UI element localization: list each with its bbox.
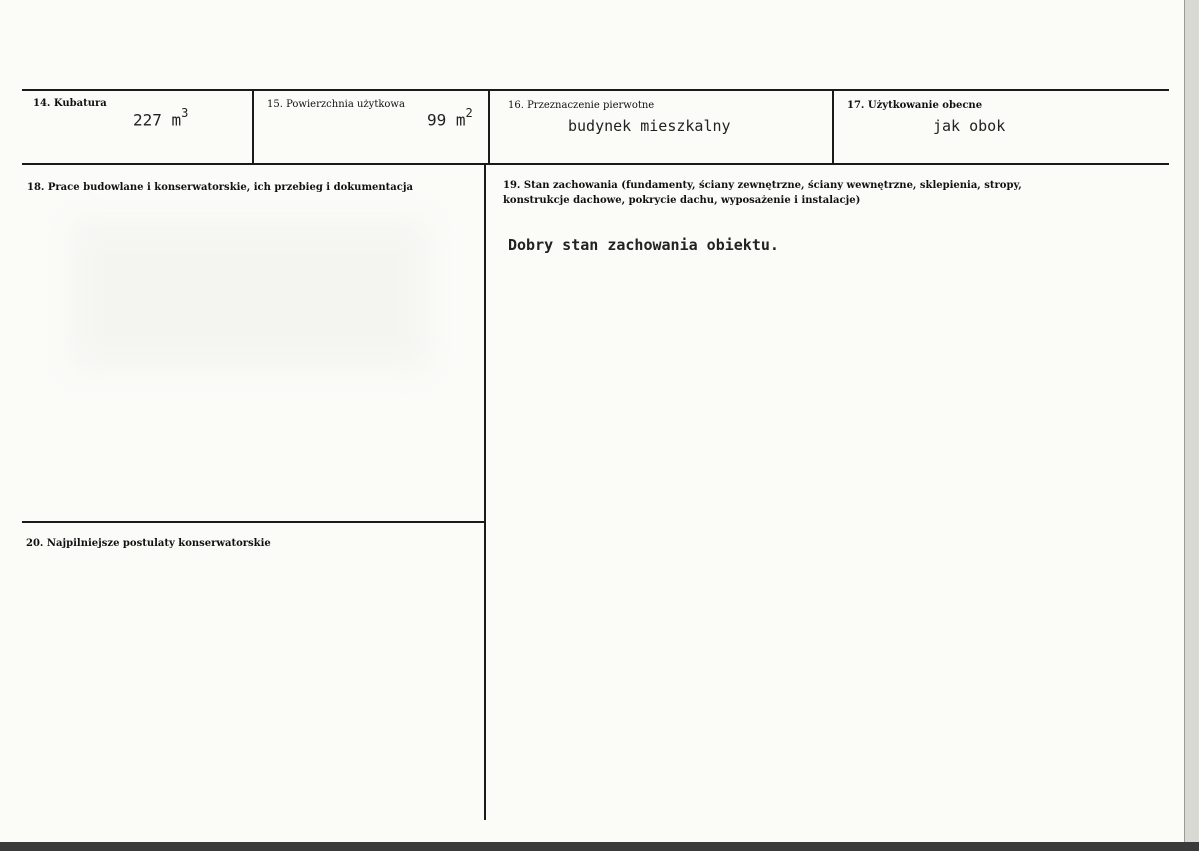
field-18-label: 18. Prace budowlane i konserwatorskie, ich przebieg i dokumentacja [27, 182, 413, 193]
field-16-label: 16. Przeznaczenie pierwotne [508, 100, 655, 111]
field-16-value: budynek mieszkalny [568, 117, 731, 135]
field-14-number: 227 m [133, 110, 182, 130]
field-19-value: Dobry stan zachowania obiektu. [508, 236, 779, 254]
field-15-exponent: 2 [465, 106, 473, 120]
field-20-label: 20. Najpilniejsze postulaty konserwatorskie [26, 538, 271, 549]
field-15-value [427, 108, 473, 129]
scan-shade [70, 220, 430, 370]
field-17-label: 17. Użytkowanie obecne [847, 100, 983, 111]
field-14-label: 14. Kubatura [33, 98, 107, 109]
top-rule [22, 89, 1169, 91]
header-bottom-rule [22, 163, 1169, 165]
field-14-exponent: 3 [181, 106, 189, 120]
field-17-value: jak obok [933, 117, 1006, 135]
divider-16-17 [832, 90, 834, 164]
divider-left-right [484, 164, 486, 820]
divider-14-15 [252, 90, 254, 164]
scan-right-edge [1185, 0, 1199, 842]
field-15-number: 99 m [427, 110, 466, 130]
section-18-20-divider [22, 521, 485, 523]
field-19-label: 19. Stan zachowania (fundamenty, ściany zewnętrzne, ściany wewnętrzne, sklepienia, stropy, konstrukcje dachowe, pokrycie dachu, wyposażenie i instalacje) [503, 180, 1022, 206]
field-14-value [133, 108, 188, 129]
divider-15-16 [488, 90, 490, 164]
field-15-label: 15. Powierzchnia użytkowa [267, 99, 405, 110]
scan-bottom-edge [0, 842, 1199, 851]
